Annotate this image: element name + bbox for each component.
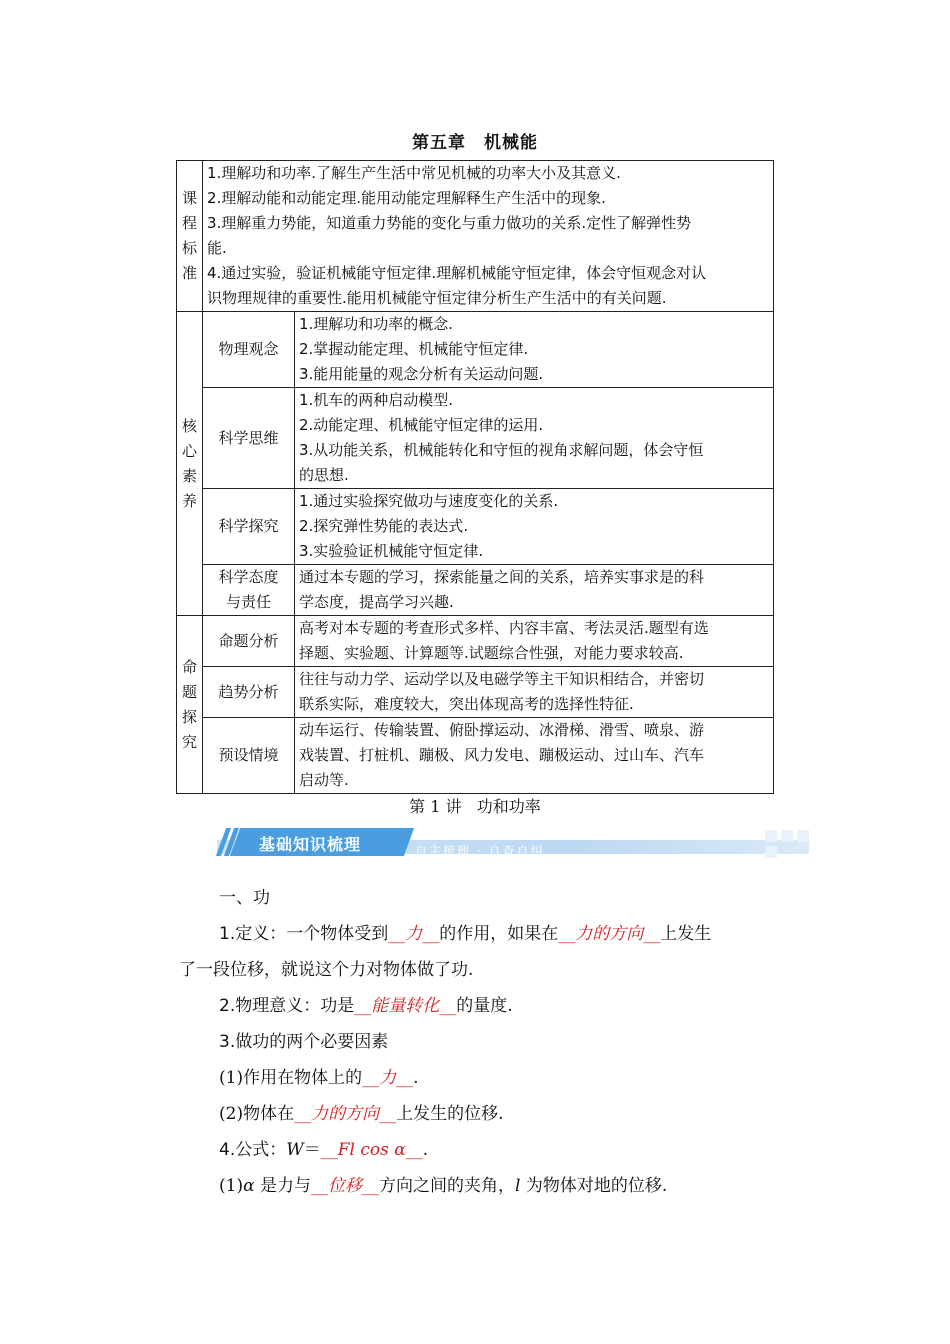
exam-content: 动车运行、传输装置、俯卧撑运动、冰滑梯、滑雪、喷泉、游 戏装置、打桩机、蹦极、风力发电、蹦极运动、过山车、汽车 启动等. xyxy=(295,718,774,794)
standards-head: 课 程 标 准 xyxy=(177,161,203,312)
literacy-content: 通过本专题的学习，探索能量之间的关系，培养实事求是的科 学态度，提高学习兴趣. xyxy=(295,565,774,616)
literacy-content: 1.理解功和功率的概念. 2.掌握动能定理、机械能守恒定律. 3.能用能量的观念分析有关运动问题. xyxy=(295,312,774,388)
exam-label: 命题分析 xyxy=(203,616,295,667)
exam-head: 命 题 探 究 xyxy=(177,616,203,794)
decor-square xyxy=(781,830,793,842)
factor-2: (2)物体在__力的方向__上发生的位移. xyxy=(219,1104,504,1124)
formula-note-1: (1)α 是力与__位移__方向之间的夹角，l 为物体对地的位移. xyxy=(219,1176,668,1196)
decor-square xyxy=(797,830,809,842)
literacy-content: 1.机车的两种启动模型. 2.动能定理、机械能守恒定律的运用. 3.从功能关系，机械能转化和守恒的视角求解问题，体会守恒 的思想. xyxy=(295,388,774,489)
banner-title: 基础知识梳理 xyxy=(259,835,362,854)
section-heading: 一、功 xyxy=(219,888,270,908)
lecture-content xyxy=(179,880,779,1204)
decor-square xyxy=(765,830,777,842)
answer-blank: 力 xyxy=(379,1068,397,1088)
definition-line: 1.定义：一个物体受到__力__的作用，如果在__力的方向__上发生 xyxy=(219,924,712,944)
exam-row xyxy=(177,616,774,667)
answer-blank: Fl cos α xyxy=(337,1140,406,1160)
literacy-content: 1.通过实验探究做功与速度变化的关系. 2.探究弹性势能的表达式. 3.实验验证机械能守恒定律. xyxy=(295,489,774,565)
exam-row xyxy=(177,718,774,794)
literacy-row xyxy=(177,312,774,388)
literacy-label: 科学探究 xyxy=(203,489,295,565)
factors-heading: 3.做功的两个必要因素 xyxy=(219,1032,389,1052)
lecture-title xyxy=(0,794,950,817)
section-banner xyxy=(217,826,809,860)
exam-row xyxy=(177,667,774,718)
literacy-row xyxy=(177,489,774,565)
lecture-name: 功和功率 xyxy=(476,797,541,816)
standards-content: 1.理解功和功率.了解生产生活中常见机械的功率大小及其意义. 2.理解动能和动能定理.能用动能定理解释生产生活中的现象. 3.理解重力势能，知道重力势能的变化与重力做功的关系.定性了解弹性势 能. 4.通过实验，验证机械能守恒定律.理解机械能守恒定律，体会守恒观念对认 识物理规律的重要性.能用机械能守恒定律分析生产生活中的有关问题. xyxy=(203,161,774,312)
literacy-row xyxy=(177,388,774,489)
lecture-number: 第 1 讲 xyxy=(409,797,462,816)
answer-blank: 位移 xyxy=(327,1176,362,1196)
factor-1: (1)作用在物体上的__力__. xyxy=(219,1068,419,1088)
exam-label: 趋势分析 xyxy=(203,667,295,718)
answer-blank: 力的方向 xyxy=(311,1104,380,1124)
standards-row xyxy=(177,161,774,312)
chapter-outline-table xyxy=(176,160,774,794)
meaning-line: 2.物理意义：功是__能量转化__的量度. xyxy=(219,996,513,1016)
banner-subtitle: 自主梳理 · 自查自纠 xyxy=(415,844,545,858)
answer-blank: 力 xyxy=(405,924,423,944)
decor-square xyxy=(765,846,777,858)
exam-content: 高考对本专题的考查形式多样、内容丰富、考法灵活.题型有选 择题、实验题、计算题等.试题综合性强，对能力要求较高. xyxy=(295,616,774,667)
literacy-row xyxy=(177,565,774,616)
literacy-head: 核 心 素 养 xyxy=(177,312,203,616)
formula-line: 4.公式：W＝__Fl cos α__. xyxy=(219,1140,429,1160)
chapter-title: 第五章 机械能 xyxy=(412,133,538,153)
answer-blank: 力的方向 xyxy=(575,924,644,944)
answer-blank: 能量转化 xyxy=(371,996,440,1016)
exam-label: 预设情境 xyxy=(203,718,295,794)
exam-content: 往往与动力学、运动学以及电磁学等主干知识相结合，并密切 联系实际，难度较大，突出体现高考的选择性特征. xyxy=(295,667,774,718)
literacy-label: 科学思维 xyxy=(203,388,295,489)
literacy-label: 物理观念 xyxy=(203,312,295,388)
definition-line-cont: 了一段位移，就说这个力对物体做了功. xyxy=(179,960,474,980)
literacy-label: 科学态度 与责任 xyxy=(203,565,295,616)
